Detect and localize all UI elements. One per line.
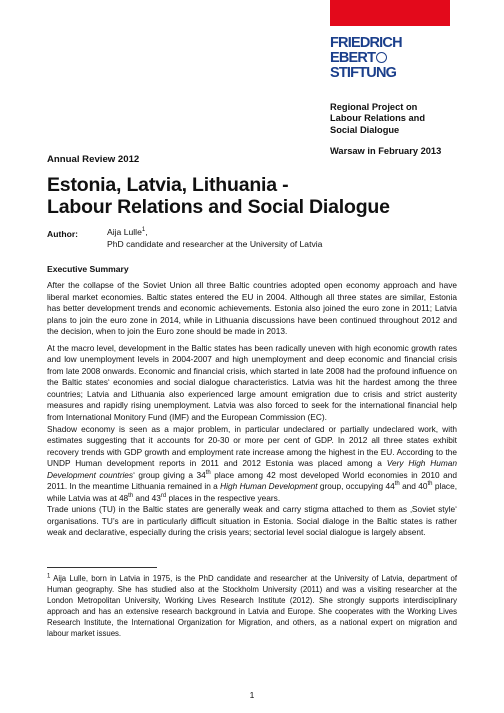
- logo-red-bar: [330, 0, 450, 26]
- logo-line-1: FRIEDRICH: [330, 35, 402, 51]
- author-label: Author:: [47, 229, 79, 239]
- project-name: Regional Project on Labour Relations and Social Dialogue: [330, 102, 426, 135]
- logo-line-2: EBERT: [330, 51, 450, 66]
- document-title: Estonia, Latvia, Lithuania - Labour Relations and Social Dialogue: [47, 174, 390, 218]
- paragraph: Shadow economy is seen as a major problem, in particular undeclared or partially undeclared work, with estimates suggesting that it accounts for 20-30 or more per cent of GDP. In 2012 all three states exhibit recovery trends with GDP growth and employment rate increase among the highest in the EU. According to the UNDP Human development reports in 2011 and 2012 Estonia was placed among a Very High Human Development countries‘ group giving a 34th place among 42 most developed World economies in 2010 and 2011. In the meantime Lithuania remained in a High Human Development group, occupying 44th and 40th place, while Latvia was at 48th and 43rd places in the respective years.: [47, 423, 458, 503]
- section-title: Executive Summary: [47, 264, 129, 274]
- fes-logo: [330, 0, 450, 81]
- paragraph: At the macro level, development in the Baltic states has been radically uneven with high economic growth rates and low unemployment levels in 2004-2007 and high unemployment and deep economic and financial crisis from late 2008 onwards. Economic and financial crisis, which started in late 2008 had the profound influence on the Baltic states‘ economies and social dialogue characteristics. Latvia was hit the hardest among the three countries; Latvia and Lithuania also experienced large amount emigration due to crisis and strict austerity measures and rapidly rising unemployment. Latvia was also forced to seek for the international financial help from International Monitory Fund (IMF) and the European Commission (EC).: [47, 342, 457, 423]
- logo-line-3: STIFTUNG: [330, 65, 397, 81]
- globe-icon: [376, 52, 387, 63]
- annual-review-label: Annual Review 2012: [47, 154, 140, 165]
- author-name: Aija Lulle$^1$,: [107, 227, 148, 237]
- logo-wordmark: [330, 36, 450, 81]
- footnote: $^1$ Aija Lulle, born in Latvia in 1975, is the PhD candidate and researcher at the University of Latvia, department of Human geography. She has studied also at the Stockholm University (2011) and was a visiting researcher at the London Metropolitan University, Working Lives Research Institute (2012). She strongly supports interdisciplinary approach and has an extensive research background in Latvia and Europe. She cooperates with the Working Lives Research Institute, the International Organization for Migration, and others, as a national expert on migration and labour market issues.: [47, 573, 457, 638]
- paragraph: Trade unions (TU) in the Baltic states are generally weak and carry stigma attached to them as ‚Soviet style‘ organisations. TU’s are in particularly difficult situation in Estonia. Social dialoge in the Baltic states is rather weak and declarative, especially during the crisis years; sectorial level social dialogue is largely absent.: [47, 504, 457, 538]
- footnote-divider: [47, 567, 157, 568]
- paragraph: After the collapse of the Soviet Union all three Baltic countries adopted open economy approach and have liberal market economies. Baltic states entered the EU in 2004. Although all three states are similar, Estonia has better development trends and economic achievements. Estonia also joined the euro zone in 2011; Latvia plans to join the euro zone in 2014, while in Lithuania discussions have been continued throughout 2012 and the decision, when to join the Euro zone should be made in 2013.: [47, 280, 457, 337]
- page-number: 1: [249, 690, 255, 700]
- author-role: PhD candidate and researcher at the University of Latvia: [107, 239, 323, 249]
- author-info: [107, 226, 322, 250]
- body-text: [47, 280, 457, 539]
- publication-date: Warsaw in February 2013: [330, 146, 442, 156]
